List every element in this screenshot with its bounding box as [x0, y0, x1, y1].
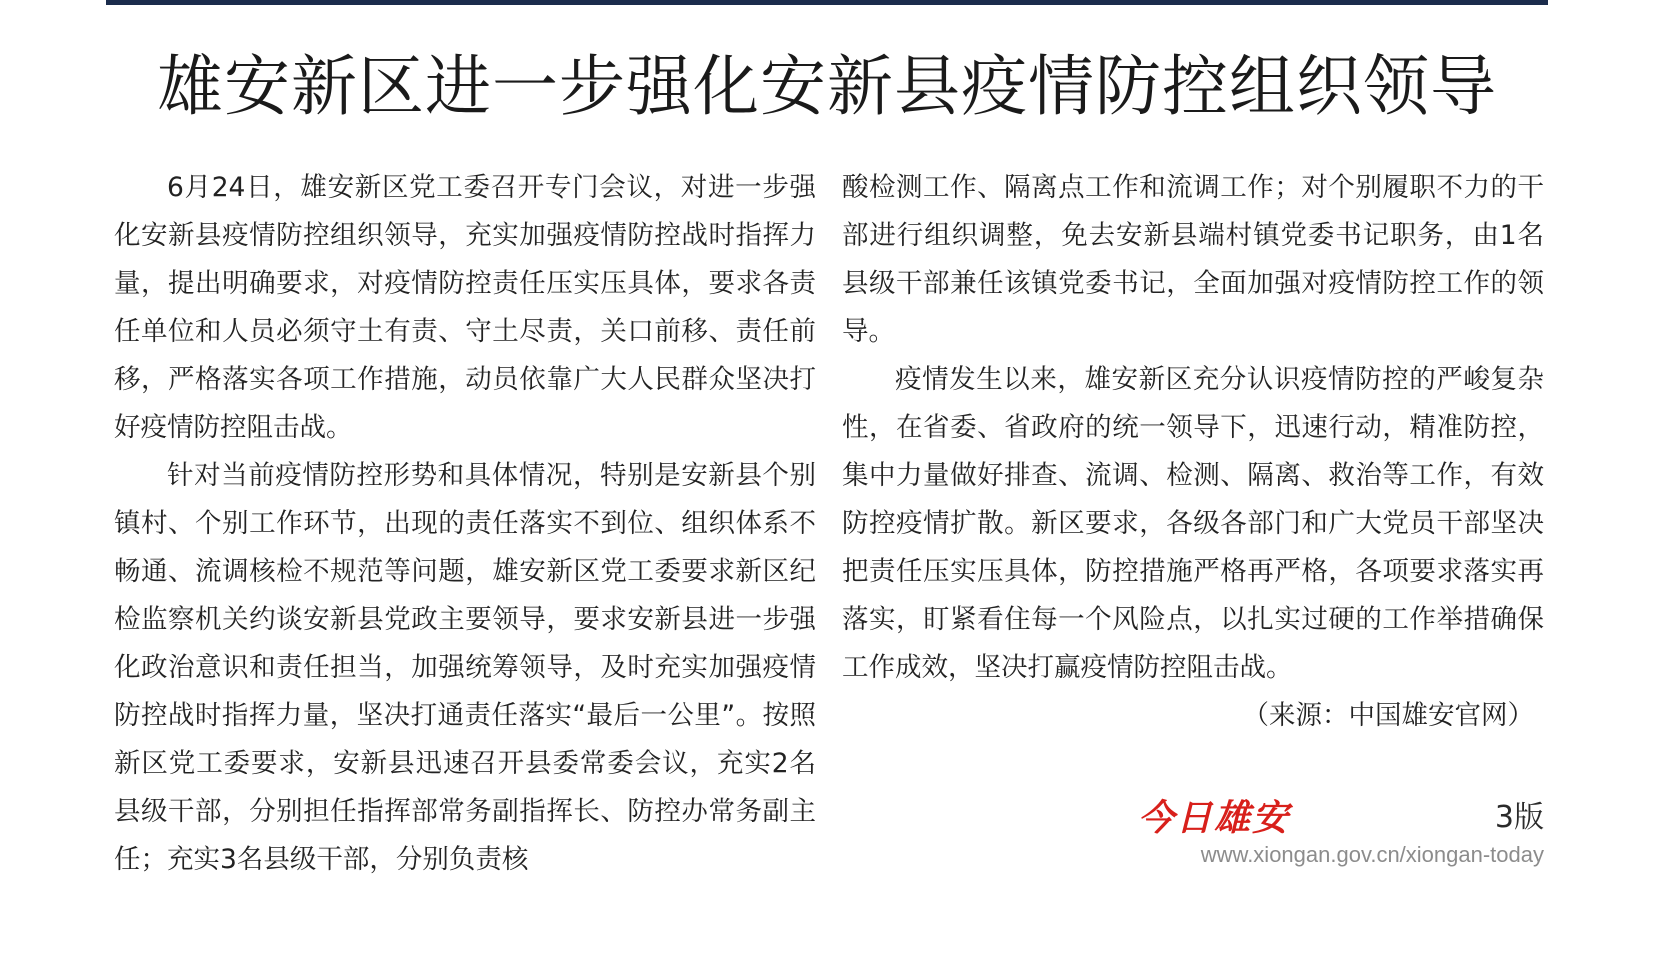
article-column-right — [842, 164, 1544, 740]
paragraph-1: 6月24日，雄安新区党工委召开专门会议，对进一步强化安新县疫情防控组织领导，充实加强疫情防控战时指挥力量，提出明确要求，对疫情防控责任压实压具体，要求各责任单位和人员必须守土有责、守土尽责，关口前移、责任前移，严格落实各项工作措施，动员依靠广大人民群众坚决打好疫情防控阻击战。 — [114, 172, 816, 443]
footer-url[interactable]: www.xiongan.gov.cn/xiongan-today — [1200, 842, 1544, 867]
paragraph-3: 疫情发生以来，雄安新区充分认识疫情防控的严峻复杂性，在省委、省政府的统一领导下，迅速行动，精准防控，集中力量做好排查、流调、检测、隔离、救治等工作，有效防控疫情扩散。新区要求，各级各部门和广大党员干部坚决把责任压实压具体，防控措施严格再严格，各项要求落实再落实，盯紧看住每一个风险点，以扎实过硬的工作举措确保工作成效，坚决打赢疫情防控阻击战。 — [842, 364, 1544, 683]
article-source: （来源：中国雄安官网） — [1242, 700, 1534, 731]
publication-logo: 今日雄安 — [1138, 797, 1291, 839]
paragraph-2-continued: 酸检测工作、隔离点工作和流调工作；对个别履职不力的干部进行组织调整，免去安新县端村镇党委书记职务，由1名县级干部兼任该镇党委书记，全面加强对疫情防控工作的领导。 — [842, 172, 1544, 347]
paragraph-2: 针对当前疫情防控形势和具体情况，特别是安新县个别镇村、个别工作环节，出现的责任落实不到位、组织体系不畅通、流调核检不规范等问题，雄安新区党工委要求新区纪检监察机关约谈安新县党政主要领导，要求安新县进一步强化政治意识和责任担当，加强统筹领导，及时充实加强疫情防控战时指挥力量，坚决打通责任落实“最后一公里”。按照新区党工委要求，安新县迅速召开县委常委会议，充实2名县级干部，分别担任指挥部常务副指挥长、防控办常务副主任；充实3名县级干部，分别负责核 — [114, 460, 816, 875]
article-column-left — [114, 164, 816, 884]
page-number: 3版 — [1494, 800, 1544, 835]
header-rule — [106, 0, 1548, 5]
article-title: 雄安新区进一步强化安新县疫情防控组织领导 — [157, 48, 1497, 125]
